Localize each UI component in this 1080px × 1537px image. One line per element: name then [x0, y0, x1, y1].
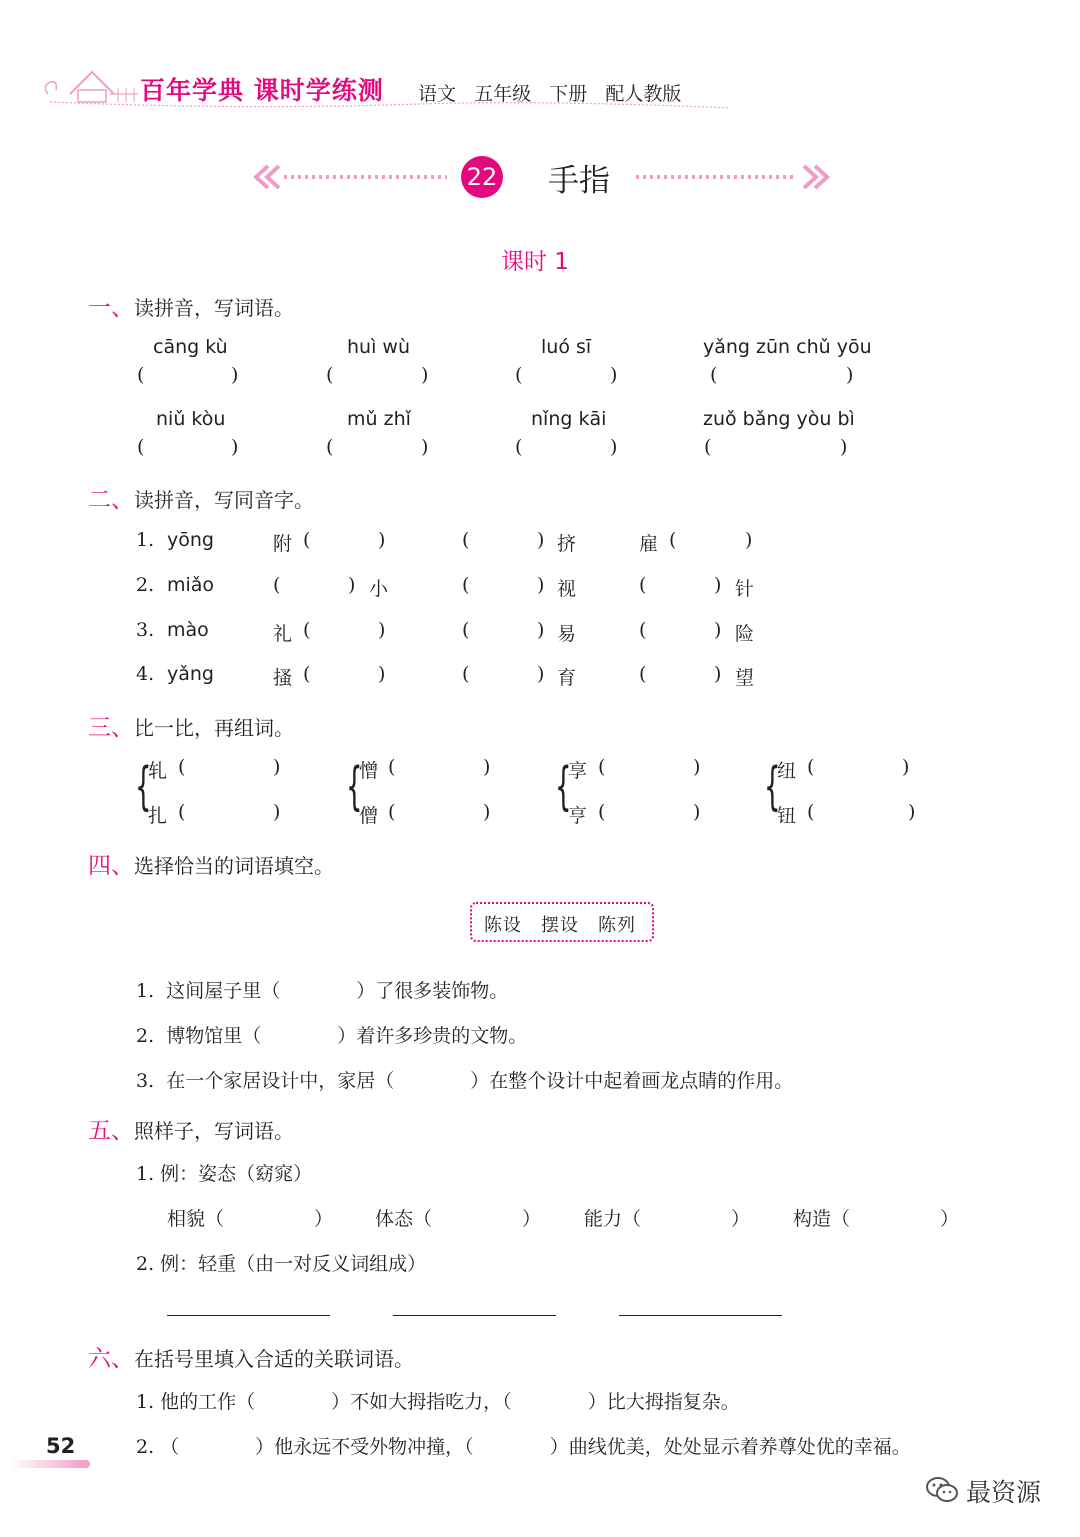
section-6-heading: 六、在括号里填入合适的关联词语。 — [88, 1346, 414, 1372]
page-number: 52 — [46, 1434, 76, 1458]
answer-blank[interactable]: ( — [515, 436, 523, 458]
answer-blank[interactable]: ( — [462, 663, 470, 685]
answer-blank[interactable]: ( — [515, 364, 523, 386]
char-c: 望 — [735, 667, 755, 689]
answer-blank[interactable]: ( — [639, 574, 647, 596]
pinyin-item: yǎng zūn chǔ yōu — [703, 336, 872, 358]
section-3-heading: 三、比一比，再组词。 — [88, 715, 294, 741]
item-number: 1. — [136, 529, 155, 551]
answer-blank[interactable]: ) — [693, 756, 701, 778]
item-number: 2. — [136, 574, 155, 596]
word-prompt: 体态（ — [375, 1208, 433, 1230]
answer-blank[interactable]: ) — [378, 619, 386, 641]
answer-blank[interactable]: ) — [537, 663, 545, 685]
char-c: 针 — [735, 578, 755, 600]
fill-sentence: 1. 这间屋子里（ ）了很多装饰物。 — [136, 980, 509, 1002]
row-pinyin: yǎng — [167, 663, 214, 685]
char-b: 育 — [557, 667, 577, 689]
word-prompt: 构造（ — [793, 1208, 851, 1230]
char-b: 易 — [557, 623, 577, 645]
answer-blank[interactable]: ( — [303, 663, 311, 685]
answer-blank[interactable]: ) — [610, 364, 618, 386]
answer-blank[interactable]: ( — [137, 364, 145, 386]
brace-icon: { — [555, 757, 572, 817]
answer-blank[interactable]: ( — [178, 756, 186, 778]
answer-blank[interactable]: ( — [598, 801, 606, 823]
answer-blank[interactable]: ) — [840, 436, 848, 458]
wechat-icon — [924, 1474, 960, 1504]
answer-blank[interactable]: ( — [388, 756, 396, 778]
compare-char: 憎 — [359, 760, 379, 782]
compare-char: 僧 — [359, 805, 379, 827]
answer-blank[interactable]: ( — [807, 756, 815, 778]
answer-blank[interactable]: ) — [421, 364, 429, 386]
pinyin-item: luó sī — [541, 336, 592, 358]
answer-blank[interactable]: ( — [303, 619, 311, 641]
answer-blank[interactable]: ) — [714, 619, 722, 641]
compare-char: 钮 — [777, 805, 797, 827]
pinyin-item: niǔ kòu — [156, 408, 226, 430]
title-right-arrows — [632, 162, 832, 192]
pinyin-item: zuǒ bǎng yòu bì — [703, 408, 855, 430]
answer-blank[interactable]: ) — [693, 801, 701, 823]
answer-blank[interactable]: ( — [462, 574, 470, 596]
section-2-heading: 二、读拼音，写同音字。 — [88, 487, 314, 513]
answer-blank[interactable]: ( — [639, 663, 647, 685]
answer-blank[interactable]: ) — [483, 801, 491, 823]
compare-char: 纽 — [777, 760, 797, 782]
answer-blank[interactable]: ) — [714, 574, 722, 596]
answer-blank[interactable]: ( — [639, 619, 647, 641]
word-prompt: 相貌（ — [167, 1208, 225, 1230]
char-a: 礼 — [273, 623, 293, 645]
section-1-heading: 一、读拼音，写词语。 — [88, 295, 294, 321]
pinyin-item: huì wù — [347, 336, 410, 358]
answer-blank[interactable]: ( — [462, 619, 470, 641]
answer-blank[interactable]: ) — [846, 364, 854, 386]
watermark-text: 最资源 — [966, 1478, 1042, 1507]
row-pinyin: mào — [167, 619, 209, 641]
title-left-arrows — [252, 162, 452, 192]
word-options: 陈设 摆设 陈列 — [484, 915, 636, 936]
answer-blank[interactable]: ) — [273, 756, 281, 778]
section-5-heading: 五、照样子，写词语。 — [88, 1118, 294, 1144]
pinyin-item: nǐng kāi — [531, 408, 607, 430]
answer-blank[interactable]: ( — [669, 529, 677, 551]
pinyin-item: mǔ zhǐ — [347, 408, 411, 430]
section-4-heading: 四、选择恰当的词语填空。 — [88, 853, 334, 879]
answer-blank[interactable]: ( — [598, 756, 606, 778]
answer-blank[interactable]: ( — [326, 436, 334, 458]
char-c: 险 — [735, 623, 755, 645]
answer-blank[interactable]: ) — [537, 619, 545, 641]
brace-icon: { — [135, 757, 152, 817]
lesson-period: 课时 1 — [501, 249, 569, 275]
fill-sentence: 1. 他的工作（ ）不如大拇指吃力，（ ）比大拇指复杂。 — [136, 1391, 740, 1413]
answer-blank[interactable]: ) — [378, 663, 386, 685]
row-pinyin: yōng — [167, 529, 214, 551]
answer-blank[interactable]: ） — [940, 1208, 960, 1230]
lesson-number-badge: 22 — [461, 156, 503, 198]
fill-sentence: 2. （ ）他永远不受外物冲撞，（ ）曲线优美，处处显示着养尊处优的幸福。 — [136, 1436, 911, 1458]
answer-line[interactable] — [167, 1315, 330, 1316]
answer-blank[interactable]: ) — [273, 801, 281, 823]
brand-name: 百年学典 — [140, 76, 245, 105]
answer-blank[interactable]: ( — [807, 801, 815, 823]
answer-blank[interactable]: ) — [483, 756, 491, 778]
answer-blank[interactable]: ） — [314, 1208, 334, 1230]
lesson-title: 手指 — [548, 163, 610, 199]
answer-blank[interactable]: ( — [710, 364, 718, 386]
answer-blank[interactable]: ) — [231, 364, 239, 386]
header-meta: 语文 五年级 下册 配人教版 — [418, 83, 682, 105]
answer-blank[interactable]: ) — [348, 574, 356, 596]
brace-icon: { — [346, 757, 363, 817]
page-number-bar — [10, 1460, 90, 1468]
answer-blank[interactable]: ( — [273, 574, 281, 596]
example-2: 2. 例：轻重（由一对反义词组成） — [136, 1253, 427, 1275]
char-b: 视 — [557, 578, 577, 600]
answer-blank[interactable]: ( — [178, 801, 186, 823]
row-pinyin: miǎo — [167, 574, 215, 596]
item-number: 4. — [136, 663, 155, 685]
answer-blank[interactable]: ) — [908, 801, 916, 823]
answer-line[interactable] — [393, 1315, 556, 1316]
compare-char: 轧 — [148, 760, 168, 782]
answer-blank[interactable]: ( — [388, 801, 396, 823]
pinyin-item: cāng kù — [153, 336, 228, 358]
char-c: 雇 — [639, 533, 659, 555]
answer-blank[interactable]: ) — [610, 436, 618, 458]
answer-blank[interactable]: ） — [731, 1208, 751, 1230]
answer-blank[interactable]: ) — [902, 756, 910, 778]
answer-blank[interactable]: ) — [537, 529, 545, 551]
item-number: 3. — [136, 619, 155, 641]
answer-line[interactable] — [619, 1315, 782, 1316]
brace-icon: { — [764, 757, 781, 817]
answer-blank[interactable]: ( — [704, 436, 712, 458]
header-underline — [40, 96, 740, 116]
compare-char: 亨 — [568, 805, 588, 827]
char-a: 小 — [369, 578, 389, 600]
compare-char: 享 — [568, 760, 588, 782]
answer-blank[interactable]: ) — [537, 574, 545, 596]
answer-blank[interactable]: ) — [421, 436, 429, 458]
char-a: 搔 — [273, 667, 293, 689]
answer-blank[interactable]: ) — [231, 436, 239, 458]
word-prompt: 能力（ — [584, 1208, 642, 1230]
answer-blank[interactable]: ） — [522, 1208, 542, 1230]
answer-blank[interactable]: ) — [714, 663, 722, 685]
fill-sentence: 2. 博物馆里（ ）着许多珍贵的文物。 — [136, 1025, 528, 1047]
answer-blank[interactable]: ( — [462, 529, 470, 551]
answer-blank[interactable]: ) — [378, 529, 386, 551]
char-b: 挤 — [557, 533, 577, 555]
series-name: 课时学练测 — [253, 76, 384, 105]
compare-char: 扎 — [148, 805, 168, 827]
answer-blank[interactable]: ( — [326, 364, 334, 386]
answer-blank[interactable]: ( — [303, 529, 311, 551]
example-1: 1. 例：姿态（窈窕） — [136, 1163, 313, 1185]
char-a: 附 — [273, 533, 293, 555]
answer-blank[interactable]: ) — [745, 529, 753, 551]
fill-sentence: 3. 在一个家居设计中，家居（ ）在整个设计中起着画龙点睛的作用。 — [136, 1070, 794, 1092]
answer-blank[interactable]: ( — [137, 436, 145, 458]
